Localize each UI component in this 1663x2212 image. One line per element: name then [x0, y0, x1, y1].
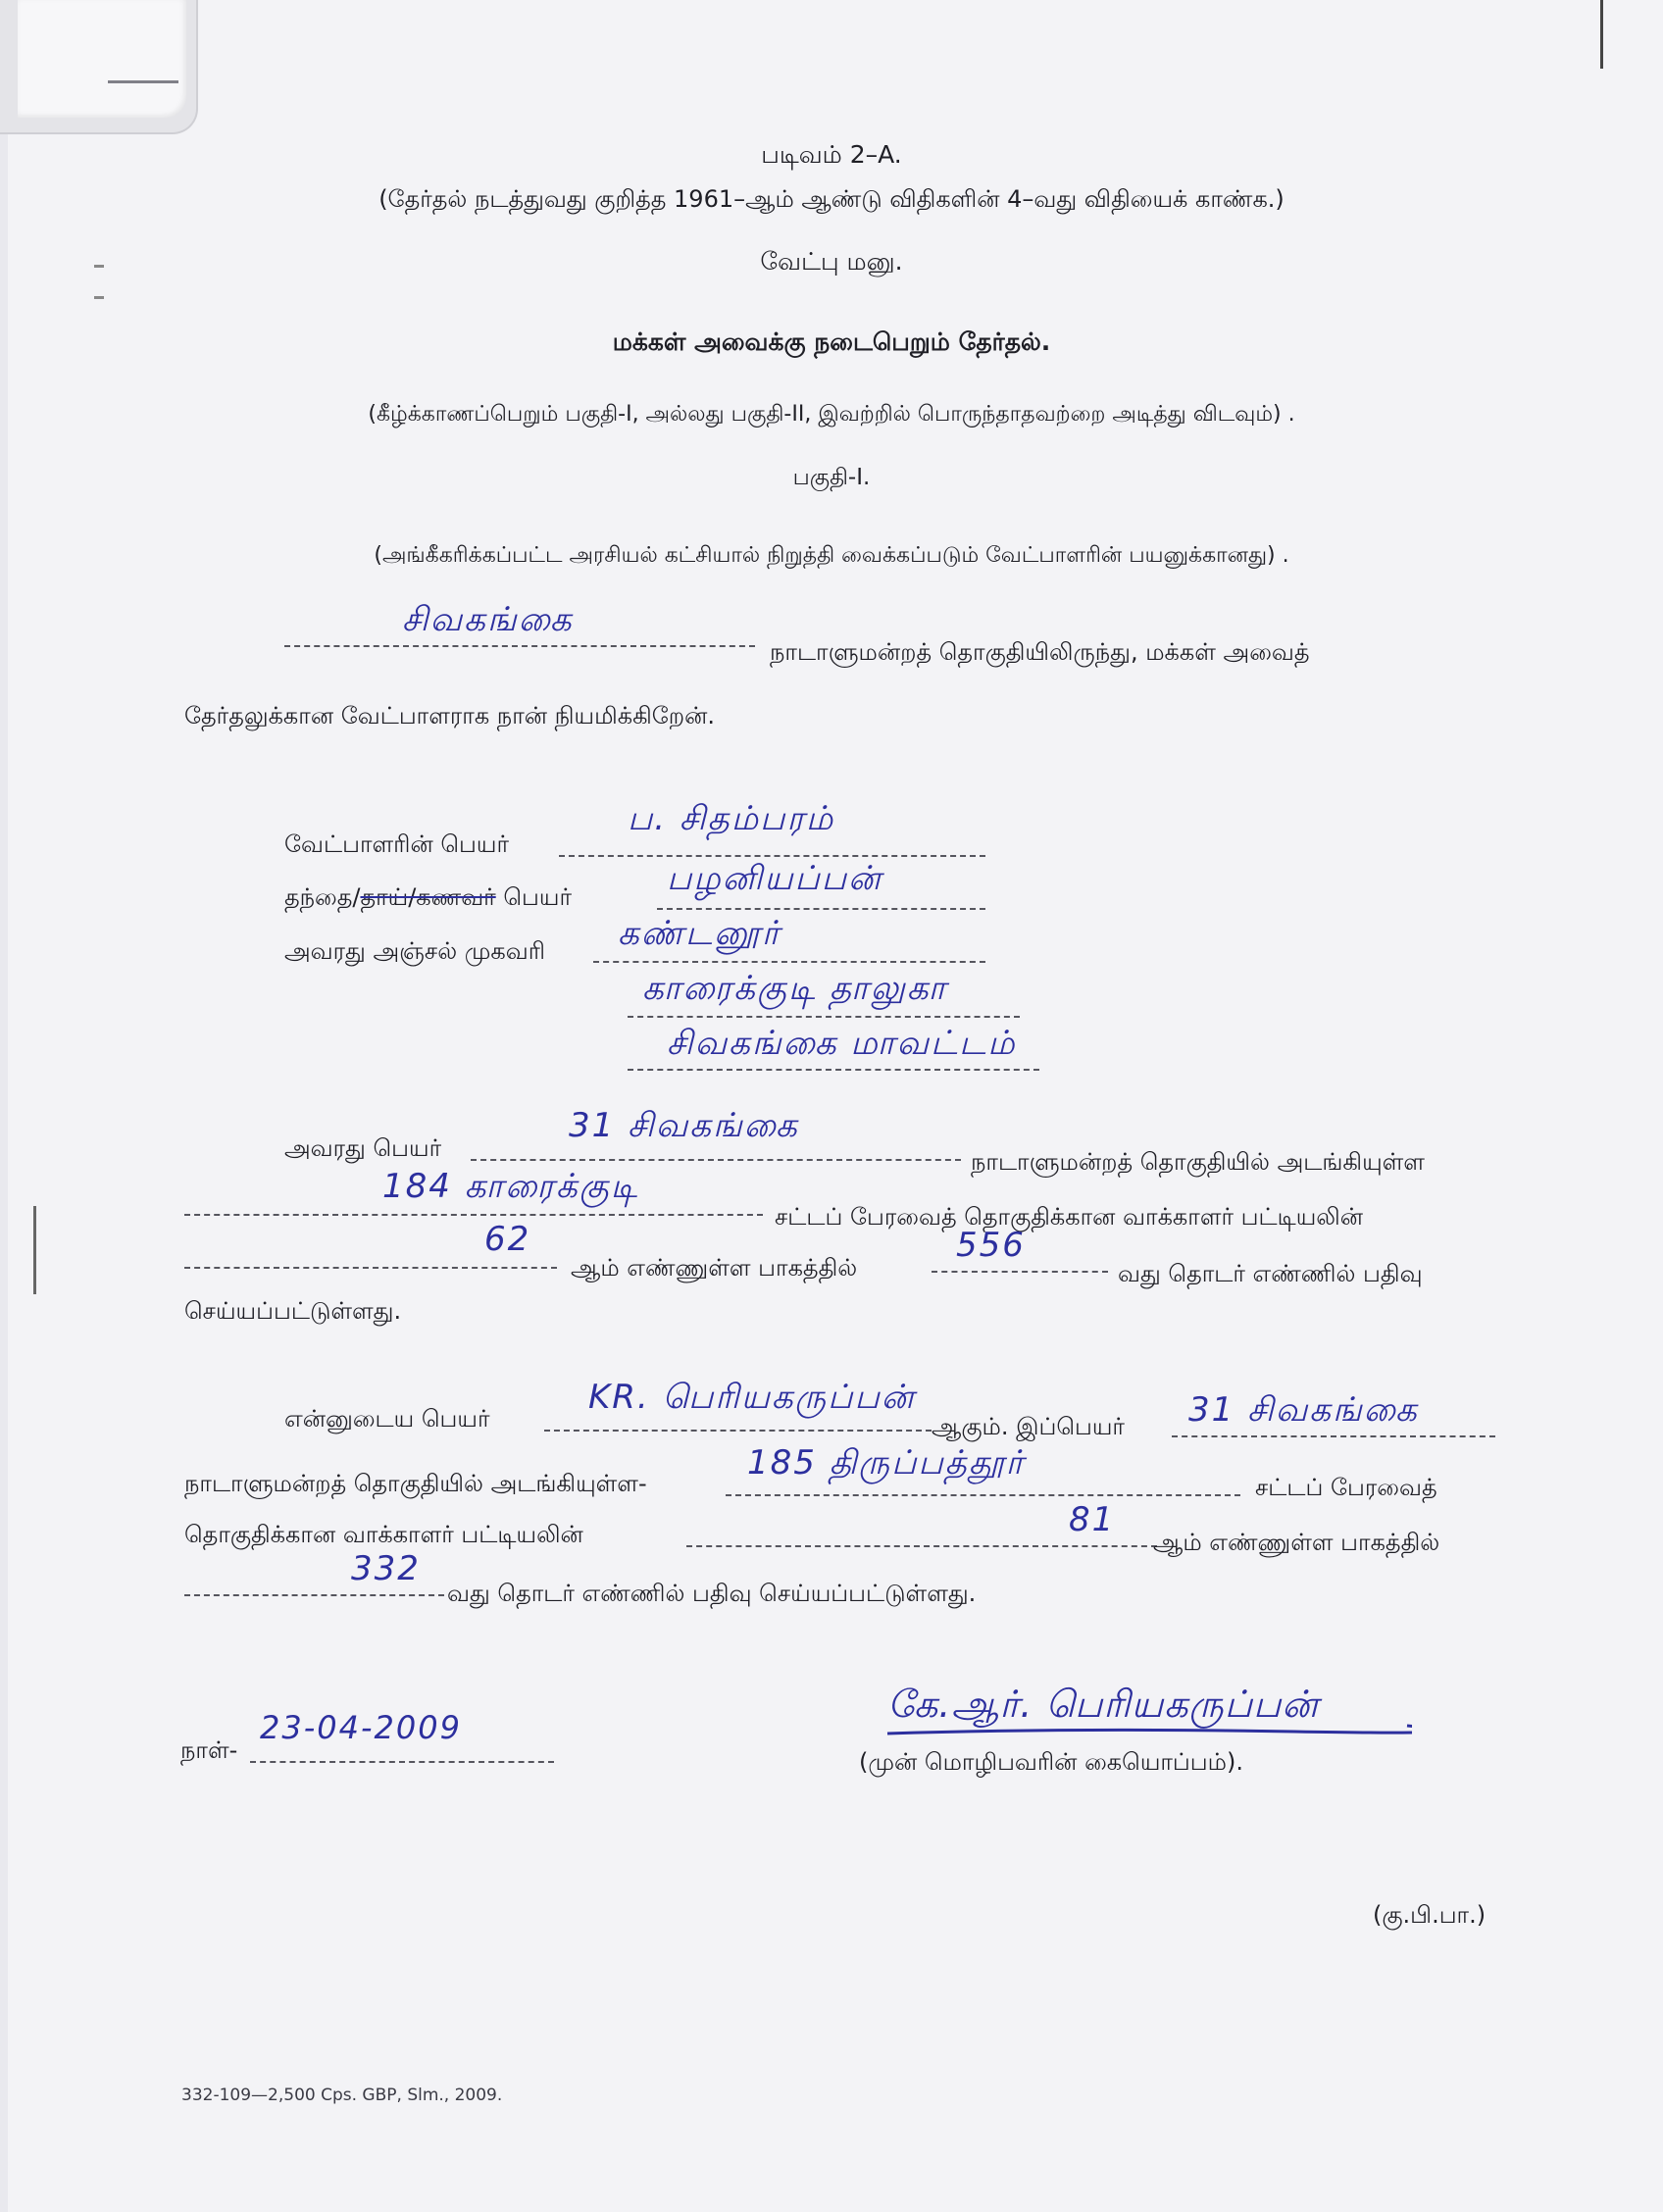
fill-line: [250, 1761, 554, 1763]
fill-line: [726, 1494, 1240, 1496]
proposer-name-label: என்னுடைய பெயர்: [284, 1405, 490, 1433]
fill-line: [471, 1159, 961, 1161]
proposer-serial-handwritten: 332: [351, 1549, 421, 1588]
fill-line: [1172, 1435, 1495, 1437]
top-right-rule: [1600, 0, 1603, 69]
binder-tab-mark: [108, 80, 178, 83]
print-line: 332-109—2,500 Cps. GBP, Slm., 2009.: [181, 2086, 503, 2105]
roll-constituency-handwritten: 31 சிவகங்கை: [569, 1106, 799, 1145]
proposer-signature: கே.ஆர். பெரியகருப்பன்: [887, 1683, 1320, 1726]
fill-line: [184, 1594, 444, 1596]
fill-line: [628, 1016, 1020, 1018]
proposer-text-3: சட்டப் பேரவைத்: [1255, 1474, 1437, 1501]
address-label: அவரது அஞ்சல் முகவரி: [284, 937, 546, 965]
part-note: (அங்கீகரிக்கப்பட்ட அரசியல் கட்சியால் நிறுத்தி வைக்கப்படும் வேட்பாளரின் பயனுக்கானது) .: [374, 543, 1289, 568]
father-label-a: தந்தை/: [284, 883, 361, 911]
roll-text-3: ஆம் எண்ணுள்ள பாகத்தில்: [571, 1254, 858, 1282]
binder-tab: [0, 0, 198, 134]
candidate-name-handwritten: ப. சிதம்பரம்: [628, 799, 835, 838]
proposer-name-handwritten: KR. பெரியகருப்பன்: [588, 1378, 916, 1417]
roll-assembly-handwritten: 184 காரைக்குடி: [382, 1167, 639, 1206]
constituency-handwritten: சிவகங்கை: [402, 600, 574, 639]
election-heading: மக்கள் அவைக்கு நடைபெறும் தேர்தல்.: [612, 327, 1051, 356]
proposer-text-4: தொகுதிக்கான வாக்காளர் பட்டியலின்: [184, 1521, 583, 1548]
father-label: [284, 882, 572, 912]
candidate-name-label: வேட்பாளரின் பெயர்: [284, 830, 509, 858]
nomination-text-2: தேர்தலுக்கான வேட்பாளராக நான் நியமிக்கிறேன்.: [184, 702, 716, 729]
roll-text-4: வது தொடர் எண்ணில் பதிவு: [1118, 1260, 1423, 1287]
fill-line: [184, 1214, 763, 1216]
proposer-text-2: நாடாளுமன்றத் தொகுதியில் அடங்கியுள்ள-: [184, 1470, 647, 1497]
form-number: படிவம் 2–A.: [761, 140, 902, 169]
proposer-text-6: வது தொடர் எண்ணில் பதிவு செய்யப்பட்டுள்ளது.: [447, 1580, 977, 1607]
address-handwritten-1: கண்டனூர்: [618, 914, 781, 953]
fill-line: [657, 908, 985, 910]
fill-line: [559, 855, 985, 857]
fill-line: [932, 1271, 1108, 1273]
rule-reference: (தேர்தல் நடத்துவது குறித்த 1961–ஆம் ஆண்டு விதிகளின் 4–வது விதியைக் காண்க.): [378, 185, 1285, 213]
roll-serial-handwritten: 556: [956, 1226, 1026, 1265]
roll-text-1: நாடாளுமன்றத் தொகுதியில் அடங்கியுள்ள: [971, 1148, 1425, 1176]
father-label-struck: தாய்/கணவர்: [360, 883, 496, 911]
fill-line: [593, 961, 985, 963]
proposer-text-1: ஆகும். இப்பெயர்: [932, 1413, 1125, 1440]
proposer-text-5: ஆம் எண்ணுள்ள பாகத்தில்: [1153, 1529, 1440, 1556]
fill-line: [184, 1267, 557, 1269]
date-handwritten: 23-04-2009: [260, 1709, 462, 1746]
address-handwritten-3: சிவகங்கை மாவட்டம்: [667, 1024, 1017, 1063]
roll-text-5: செய்யப்பட்டுள்ளது.: [184, 1297, 402, 1325]
left-margin-rule: [33, 1206, 36, 1294]
roll-text-2: சட்டப் பேரவைத் தொகுதிக்கான வாக்காளர் பட்டியலின்: [775, 1203, 1363, 1231]
proposer-part-handwritten: 81: [1069, 1500, 1116, 1539]
proposer-assembly-handwritten: 185 திருப்பத்தூர்: [747, 1443, 1026, 1483]
part-heading: பகுதி-I.: [792, 465, 871, 490]
roll-part-handwritten: 62: [484, 1220, 531, 1259]
nomination-text-1: நாடாளுமன்றத் தொகுதியிலிருந்து, மக்கள் அவைத்: [770, 638, 1310, 666]
signature-caption: (முன் மொழிபவரின் கையொப்பம்).: [859, 1748, 1243, 1776]
fill-line: [686, 1545, 1157, 1547]
proposer-constituency-handwritten: 31 சிவகங்கை: [1188, 1390, 1419, 1430]
form-title: வேட்பு மனு.: [760, 247, 903, 276]
fill-line: [544, 1430, 932, 1432]
address-handwritten-2: காரைக்குடி தாலுகா: [642, 969, 948, 1008]
father-label-b: பெயர்: [495, 883, 572, 911]
signature-underline: [882, 1714, 1412, 1743]
date-label: நாள்-: [180, 1736, 238, 1764]
fill-line: [628, 1069, 1039, 1071]
binder-tab-face: [18, 0, 186, 118]
please-turn-over: (கு.பி.பா.): [1373, 1901, 1487, 1929]
hole-mark: [94, 296, 104, 299]
roll-name-label: அவரது பெயர்: [284, 1134, 442, 1162]
fill-line: [284, 645, 755, 647]
instruction-note: (கீழ்க்காணப்பெறும் பகுதி-I, அல்லது பகுதி-II, இவற்றில் பொருந்தாதவற்றை அடித்து விடவும்) .: [368, 402, 1295, 427]
father-name-handwritten: பழனியப்பன்: [667, 859, 883, 898]
